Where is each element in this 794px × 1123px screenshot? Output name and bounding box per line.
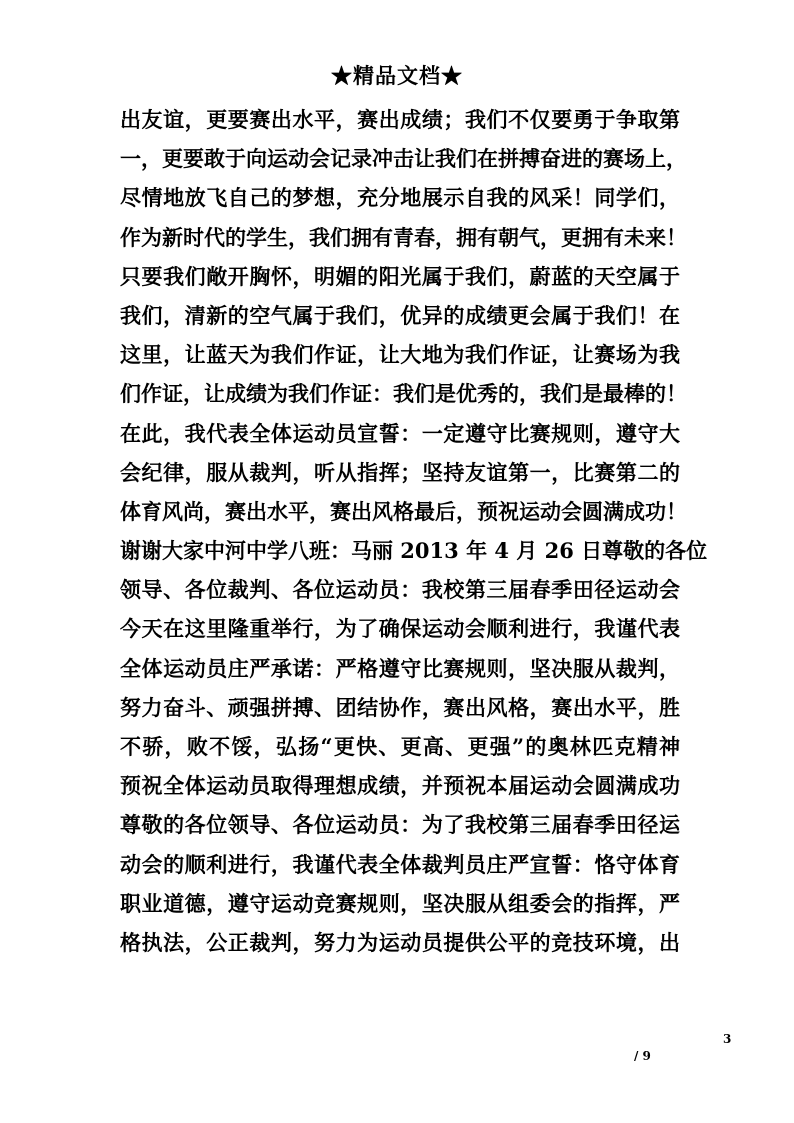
text-line: 领导、各位裁判、各位运动员：我校第三届春季田径运动会 [120, 577, 680, 603]
text-line: 尊敬的各位领导、各位运动员：为了我校第三届春季田径运 [120, 812, 680, 838]
page-total: / 9 [634, 1049, 651, 1063]
text-line: 体育风尚，赛出水平，赛出风格最后，预祝运动会圆满成功！ [120, 498, 687, 524]
page-number: 3 [723, 1032, 732, 1046]
text-line: 们作证，让成绩为我们作证：我们是优秀的，我们是最棒的！ [120, 381, 687, 407]
text-line: 会纪律，服从裁判，听从指挥；坚持友谊第一，比赛第二的 [120, 459, 680, 485]
text-line: 预祝全体运动员取得理想成绩，并预祝本届运动会圆满成功 [120, 773, 680, 799]
text-line: 努力奋斗、顽强拼搏、团结协作，赛出风格，赛出水平，胜 [120, 694, 680, 720]
text-line: 格执法，公正裁判，努力为运动员提供公平的竞技环境，出 [120, 929, 680, 955]
text-line: 作为新时代的学生，我们拥有青春，拥有朝气，更拥有未来！ [120, 224, 687, 250]
text-line: 动会的顺利进行，我谨代表全体裁判员庄严宣誓：恪守体育 [120, 851, 680, 877]
text-line: 一，更要敢于向运动会记录冲击让我们在拼搏奋进的赛场上， [120, 146, 687, 172]
text-line: 只要我们敞开胸怀，明媚的阳光属于我们，蔚蓝的天空属于 [120, 263, 680, 289]
text-line: 职业道德，遵守运动竞赛规则，坚决服从组委会的指挥，严 [120, 890, 680, 916]
document-body [120, 100, 708, 962]
text-line: 不骄，败不馁，弘扬“更快、更高、更强”的奥林匹克精神 [120, 734, 680, 759]
text-line: 出友谊，更要赛出水平，赛出成绩；我们不仅要勇于争取第 [120, 107, 680, 132]
text-line: 尽情地放飞自己的梦想，充分地展示自我的风采！同学们， [120, 185, 680, 211]
text-line: 谢谢大家中河中学八班：马丽 2013 年 4 月 26 日尊敬的各位 [120, 538, 708, 564]
document-header: ★精品文档★ [331, 63, 463, 88]
text-line: 在此，我代表全体运动员宣誓：一定遵守比赛规则，遵守大 [120, 420, 680, 446]
text-line: 我们，清新的空气属于我们，优异的成绩更会属于我们！在 [120, 302, 680, 328]
text-line: 这里，让蓝天为我们作证，让大地为我们作证，让赛场为我 [120, 342, 680, 368]
text-line: 今天在这里隆重举行，为了确保运动会顺利进行，我谨代表 [120, 616, 680, 642]
text-line: 全体运动员庄严承诺：严格遵守比赛规则，坚决服从裁判， [120, 655, 680, 681]
